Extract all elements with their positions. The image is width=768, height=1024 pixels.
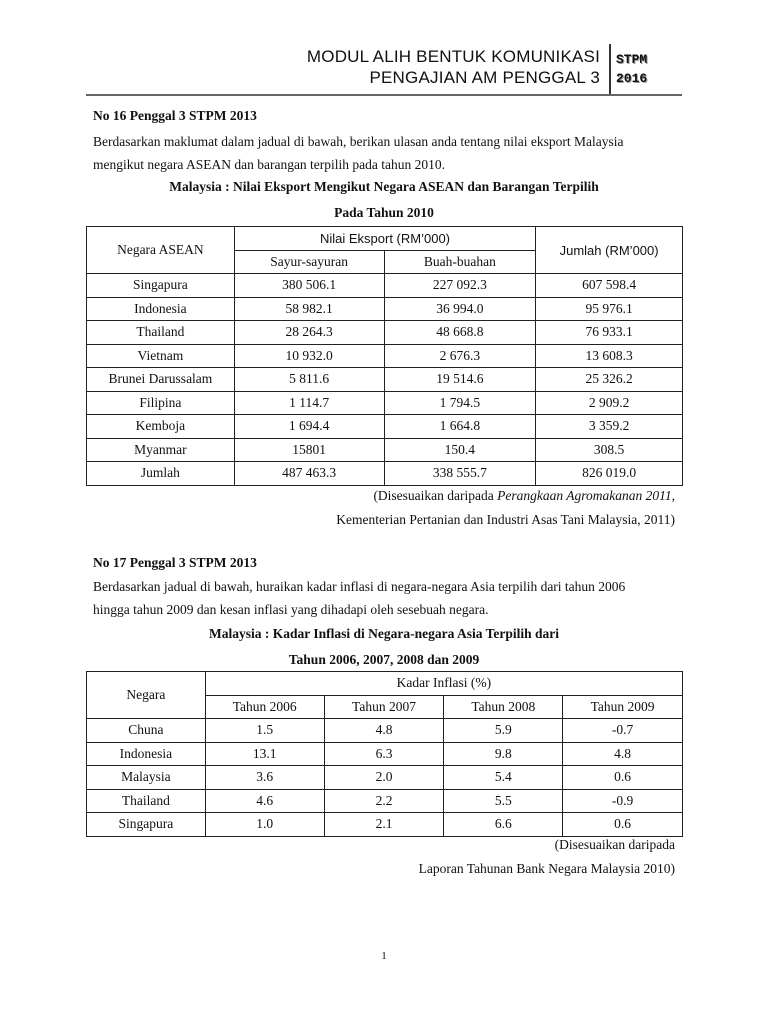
value-cell: 58 982.1 <box>234 297 384 321</box>
q17-title: No 17 Penggal 3 STPM 2013 <box>93 555 257 570</box>
page-number: 1 <box>381 950 387 962</box>
country-cell: Thailand <box>87 321 235 345</box>
value-cell: 36 994.0 <box>384 297 536 321</box>
rate-cell: 4.8 <box>324 719 444 743</box>
value-cell: 28 264.3 <box>234 321 384 345</box>
badge-line1: STPM <box>616 52 648 67</box>
total-cell: 308.5 <box>536 438 683 462</box>
module-title-line2: PENGAJIAN AM PENGGAL 3 <box>369 68 600 87</box>
rate-cell: 0.6 <box>563 813 683 837</box>
col-header-total: Jumlah (RM’000) <box>536 227 683 274</box>
table-row <box>87 742 683 766</box>
value-cell: 1 794.5 <box>384 391 536 415</box>
table-row <box>87 391 683 415</box>
rate-cell: 1.5 <box>205 719 324 743</box>
table-row <box>87 274 683 298</box>
q16-text-line2: mengikut negara ASEAN dan barangan terpilih pada tahun 2010. <box>93 157 446 172</box>
q17-table-caption <box>86 621 682 673</box>
table-row <box>87 321 683 345</box>
rate-cell: 13.1 <box>205 742 324 766</box>
country-cell: Brunei Darussalam <box>87 368 235 392</box>
inflation-table <box>86 671 683 837</box>
total-label-cell: Jumlah <box>87 462 235 486</box>
col-header-year: Tahun 2009 <box>563 695 683 719</box>
table-row <box>87 368 683 392</box>
rate-cell: 4.8 <box>563 742 683 766</box>
q17-text <box>93 575 683 621</box>
value-cell: 227 092.3 <box>384 274 536 298</box>
q17-caption-line1: Malaysia : Kadar Inflasi di Negara-negara Asia Terpilih dari <box>208 626 560 641</box>
value-cell: 19 514.6 <box>384 368 536 392</box>
q16-table-caption <box>86 174 682 226</box>
table-row <box>87 415 683 439</box>
value-cell: 380 506.1 <box>234 274 384 298</box>
stpm-badge <box>616 50 647 88</box>
col-header-year: Tahun 2007 <box>324 695 444 719</box>
country-cell: Thailand <box>87 789 206 813</box>
value-cell: 48 668.8 <box>384 321 536 345</box>
value-cell: 338 555.7 <box>384 462 536 486</box>
country-cell: Chuna <box>87 719 206 743</box>
table-row <box>87 766 683 790</box>
col-header-year: Tahun 2006 <box>205 695 324 719</box>
country-cell: Malaysia <box>87 766 206 790</box>
total-cell: 25 326.2 <box>536 368 683 392</box>
rate-cell: 2.2 <box>324 789 444 813</box>
rate-cell: 3.6 <box>205 766 324 790</box>
rate-cell: -0.7 <box>563 719 683 743</box>
header-divider <box>609 44 611 94</box>
page-header <box>86 44 682 94</box>
value-cell: 150.4 <box>384 438 536 462</box>
total-cell: 607 598.4 <box>536 274 683 298</box>
q16-caption-line1: Malaysia : Nilai Eksport Mengikut Negara ASEAN dan Barangan Terpilih <box>169 179 599 194</box>
rate-cell: 6.3 <box>324 742 444 766</box>
table-row <box>87 438 683 462</box>
country-cell: Singapura <box>87 274 235 298</box>
q16-caption-line2: Pada Tahun 2010 <box>334 205 434 220</box>
total-cell: 13 608.3 <box>536 344 683 368</box>
module-title <box>307 46 600 88</box>
value-cell: 2 676.3 <box>384 344 536 368</box>
rate-cell: 9.8 <box>444 742 563 766</box>
value-cell: 487 463.3 <box>234 462 384 486</box>
q16-source-italic: Perangkaan Agromakanan 2011, <box>497 488 675 503</box>
total-cell: 3 359.2 <box>536 415 683 439</box>
badge-line2: 2016 <box>616 71 648 86</box>
header-rule <box>86 94 682 96</box>
value-cell: 1 664.8 <box>384 415 536 439</box>
table-row <box>87 344 683 368</box>
rate-cell: 5.5 <box>444 789 563 813</box>
q16-source-prefix: (Disesuaikan daripada <box>373 488 498 503</box>
rate-cell: 0.6 <box>563 766 683 790</box>
rate-cell: 1.0 <box>205 813 324 837</box>
total-cell: 76 933.1 <box>536 321 683 345</box>
col-header-country: Negara <box>87 672 206 719</box>
value-cell: 5 811.6 <box>234 368 384 392</box>
country-cell: Indonesia <box>87 297 235 321</box>
country-cell: Kemboja <box>87 415 235 439</box>
total-cell: 2 909.2 <box>536 391 683 415</box>
total-cell: 826 019.0 <box>536 462 683 486</box>
module-title-line1: MODUL ALIH BENTUK KOMUNIKASI <box>306 47 600 66</box>
country-cell: Singapura <box>87 813 206 837</box>
rate-cell: 2.1 <box>324 813 444 837</box>
q16-text <box>93 130 683 176</box>
col-header-year: Tahun 2008 <box>444 695 563 719</box>
rate-cell: 2.0 <box>324 766 444 790</box>
q17-source-line1: (Disesuaikan daripada <box>554 837 675 852</box>
col-header-inflation-rate: Kadar Inflasi (%) <box>205 672 682 696</box>
value-cell: 1 114.7 <box>234 391 384 415</box>
country-cell: Indonesia <box>87 742 206 766</box>
q16-source <box>336 484 675 532</box>
rate-cell: 4.6 <box>205 789 324 813</box>
value-cell: 1 694.4 <box>234 415 384 439</box>
value-cell: 10 932.0 <box>234 344 384 368</box>
col-header-country: Negara ASEAN <box>87 227 235 274</box>
country-cell: Filipina <box>87 391 235 415</box>
col-header-vegetables: Sayur-sayuran <box>234 250 384 274</box>
rate-cell: 5.9 <box>444 719 563 743</box>
q16-source-line2: Kementerian Pertanian dan Industri Asas Tani Malaysia, 2011) <box>336 512 675 527</box>
value-cell: 15801 <box>234 438 384 462</box>
q17-text-line2: hingga tahun 2009 dan kesan inflasi yang dihadapi oleh sesebuah negara. <box>93 602 489 617</box>
q17-text-line1: Berdasarkan jadual di bawah, huraikan kadar inflasi di negara-negara Asia terpilih dari tahun 2006 <box>93 579 626 594</box>
col-header-export-value: Nilai Eksport (RM’000) <box>234 227 535 251</box>
col-header-fruits: Buah-buahan <box>384 250 536 274</box>
table-row <box>87 789 683 813</box>
q17-source <box>419 833 675 881</box>
total-cell: 95 976.1 <box>536 297 683 321</box>
rate-cell: -0.9 <box>563 789 683 813</box>
country-cell: Myanmar <box>87 438 235 462</box>
table-row <box>87 719 683 743</box>
export-table <box>86 226 683 486</box>
rate-cell: 6.6 <box>444 813 563 837</box>
table-total-row <box>87 462 683 486</box>
q16-source-line1 <box>336 484 675 508</box>
table-row <box>87 297 683 321</box>
q16-title: No 16 Penggal 3 STPM 2013 <box>93 108 257 123</box>
rate-cell: 5.4 <box>444 766 563 790</box>
q17-caption-line2: Tahun 2006, 2007, 2008 dan 2009 <box>288 652 480 667</box>
q17-source-line2: Laporan Tahunan Bank Negara Malaysia 2010) <box>418 861 675 876</box>
q16-text-line1: Berdasarkan maklumat dalam jadual di bawah, berikan ulasan anda tentang nilai eksport Malaysia <box>93 134 624 149</box>
country-cell: Vietnam <box>87 344 235 368</box>
